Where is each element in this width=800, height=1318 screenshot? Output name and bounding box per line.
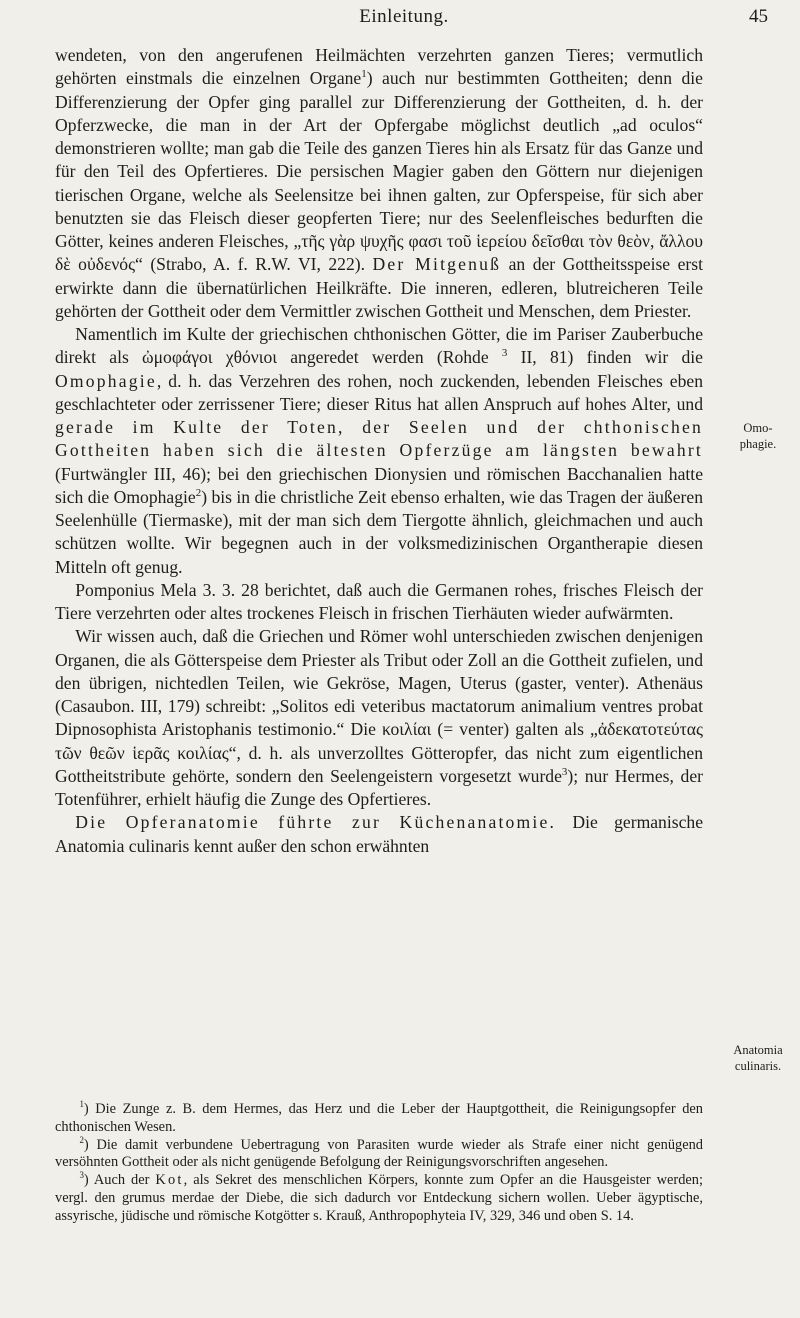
footnotes <box>55 1101 703 1226</box>
footnote-2 <box>55 1134 703 1173</box>
spaced-emphasis: Kot <box>155 1172 184 1189</box>
spaced-emphasis: gerade im Kulte der Toten, der Seelen und der chthonischen Gottheiten haben sich die ältesten Opferzüge am längsten bewahrt <box>55 417 703 461</box>
margin-note-line: phagie. <box>739 437 777 451</box>
footnote-text: , als Sekret des menschlichen Körpers, konnte zum Opfer an die Hausgeister werden; vergl. den grumus merdae der Diebe, die sich dadurch vor Entdeckung sichern wollen. Ueber ägyptische, assyrische, jüdische und römische Kotgötter s. Krauß, Anthropophyteia IV, 329, 346 und oben S. 14. <box>55 1172 703 1224</box>
text-run: ) auch nur bestimmten Gottheiten; denn die Differenzierung der Opfer ging parallel zur Differenzierung der Gottheiten, d. h. der Opferzwecke, die man in der Art der Opfergabe möglichst deutlich „ad oculos“ demonstrieren wollte; man gab die Teile des ganzen Tieres hin als Ersatz für das Ganze und für den Teil des Opfertieres. Die persischen Magier gaben den Göttern nur diejenigen tierischen Organe, welche als Seelensitze bei ihnen galten, zur Opferspeise, für sich aber benutzten sie das Fleisch dieser geopferten Tiere; nur des Seelenfleisches bedurften die Götter, keines anderen Fleisches, „τῆς γὰρ ψυχῆς φασι τοῦ ἱερείου δεῖσθαι τὸν θεὸν, ἄλλου δὲ οὐδενός“ (Strabo, A. f. R.W. VI, 222). <box>55 68 703 275</box>
paragraph-5 <box>55 811 703 858</box>
margin-note-anatomia <box>716 1042 800 1074</box>
margin-note-line: culinaris. <box>734 1059 782 1073</box>
footnote-ref-1: 1 <box>361 68 367 81</box>
footnote-3 <box>55 1172 703 1225</box>
paragraph-1 <box>55 44 703 323</box>
footnote-text: ) Auch der <box>83 1172 156 1189</box>
main-text <box>55 44 703 858</box>
text-run: II, 81) finden wir die <box>507 347 703 368</box>
paragraph-4 <box>55 625 703 811</box>
footnote-ref-3: 3 <box>561 765 568 778</box>
text-run: (Furtwängler III, 46); bei den griechischen Dionysien und römischen Bacchanalien hatte sich die Omophagie <box>55 463 703 507</box>
text-run: Die germanische Anatomia culinaris kennt außer den schon erwähnten <box>55 812 704 856</box>
text-run: Pomponius Mela 3. 3. 28 berichtet, daß auch die Germanen rohes, frisches Fleisch der Tiere verzehrten oder altes trockenes Fleisch in frischen Tierhäuten wieder aufwärmten. <box>55 579 703 623</box>
margin-note-line: Omo- <box>743 421 773 435</box>
text-run: Namentlich im Kulte der griechischen chthonischen Götter, die im Pariser Zauberbuche direkt als ὠμοφάγοι χθόνιοι angeredet werden (Rohde <box>55 324 703 368</box>
paragraph-3 <box>55 579 703 626</box>
text-run: Wir wissen auch, daß die Griechen und Römer wohl unterschieden zwischen denjenigen Organen, die als Götterspeise dem Priester als Tribut oder Zoll an die Gottheit zufielen, und den übrigen, nichtedlen Teilen, wie Gekröse, Magen, Uterus (gaster, venter). Athenäus (Casaubon. III, 179) schreibt: „Solitos edi veteribus mactatorum animalium ventres probat Dipnosophista Aristophanis testimonio.“ Die κοιλίαι (= venter) galten als „ἀδεκατοτεύτας τῶν θεῶν ἱερᾶς κοιλίας“, d. h. als unverzolltes Götteropfer, das nicht zum eigentlichen Gottheitstribute gehörte, sondern den Seelengeistern vorgesetzt wurde <box>55 626 703 786</box>
footnote-ref-2: 2 <box>195 486 202 499</box>
footnote-text: ) Die Zunge z. B. dem Hermes, das Herz und die Leber der Hauptgottheit, die Reinigungsopfer den chthonischen Wesen. <box>55 1101 703 1135</box>
page-number: 45 <box>749 6 768 27</box>
text-run: , d. h. das Verzehren des rohen, noch zuckenden, lebenden Fleisches eben geschlachteter oder zerrissener Tiere; dieser Ritus hat allen Anspruch auf hohes Alter, und <box>55 370 703 414</box>
spaced-emphasis: Der Mitgenuß <box>372 254 502 275</box>
footnote-mark: 3 <box>79 1170 84 1181</box>
paragraph-2 <box>55 323 703 579</box>
footnote-1 <box>55 1101 703 1137</box>
text-run: ) bis in die christliche Zeit ebenso erhalten, wie das Tragen der äußeren Seelenhülle (Tiermaske), mit der man sich dem Tiergotte ähnlich, gleichmachen und auch schützen wollte. Wir begegnen auch in der volksmedizinischen Organtherapie diesen Mitteln oft genug. <box>55 486 704 577</box>
edition-superscript: 3 <box>501 347 508 360</box>
footnote-mark: 2 <box>79 1134 84 1145</box>
text-run: ); nur Hermes, der Totenführer, erhielt häufig die Zunge des Opfertieres. <box>55 765 703 809</box>
spaced-emphasis: Omophagie <box>55 370 157 391</box>
text-run: wendeten, von den angerufenen Heilmächten verzehrten ganzen Tieres; vermutlich gehörten einstmals die einzelnen Organe <box>55 45 703 89</box>
footnote-text: ) Die damit verbundene Uebertragung von Parasiten wurde wieder als Strafe einer nicht genügend versöhnten Gottheit oder als nicht genügende Befolgung der Reinigungsvorschriften angesehen. <box>55 1136 703 1171</box>
running-title: Einleitung. <box>359 6 449 27</box>
spaced-emphasis: Die Opferanatomie führte zur Küchenanatomie. <box>75 812 557 833</box>
text-run: an der Gottheitsspeise erst erwirkte dann die übernatürlichen Heilkräfte. Die inneren, edleren, blutreicheren Teile gehörten der Gottheit oder dem Vermittler zwischen Gottheit und Menschen, dem Priester. <box>55 254 703 321</box>
margin-note-omophagie <box>716 420 800 452</box>
footnote-mark: 1 <box>79 1099 84 1110</box>
margin-note-line: Anatomia <box>733 1043 783 1057</box>
running-header <box>40 6 768 34</box>
